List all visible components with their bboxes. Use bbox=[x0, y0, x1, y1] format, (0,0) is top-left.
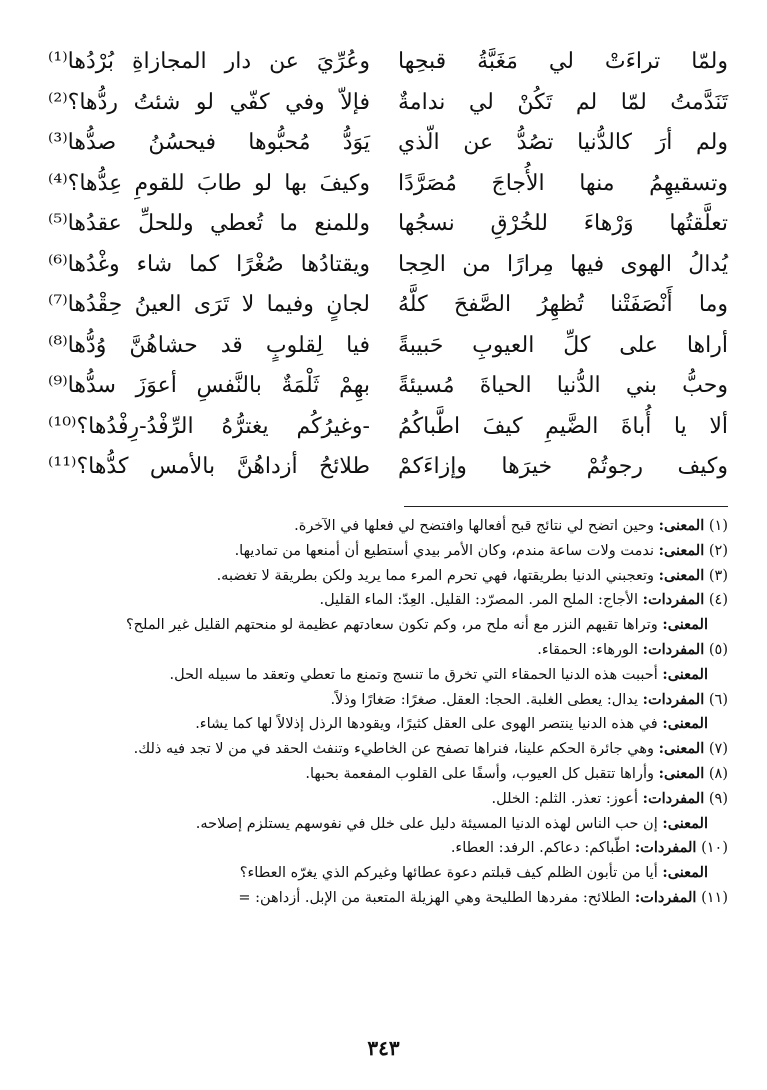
footnote-text: في هذه الدنيا ينتصر الهوى على العقل كثيرًا، ويقودها الرذل إذلالاً لها كما يشاء. bbox=[195, 716, 663, 733]
footnote-text: إن حب الناس لهذه الدنيا المسيئة دليل على خلل في نفوسهم يستلزم إصلاحه. bbox=[195, 815, 663, 832]
footnote bbox=[30, 712, 728, 737]
footnote-text: أيا من تأبون الظلم كيف قبلتم دعوة عطائها وغيركم الذي يغرّه العطاء؟ bbox=[239, 865, 663, 882]
footnote-label: المفردات: bbox=[642, 789, 705, 807]
verse bbox=[48, 447, 728, 488]
footnote bbox=[30, 564, 728, 589]
footnote-number: (١١) bbox=[701, 889, 728, 906]
footnote-text: الورهاء: الحمقاء. bbox=[537, 641, 643, 658]
footnote-number: (٦) bbox=[708, 691, 728, 708]
second-hemistich: وعُرِّيَ عن دار المجازاةِ بُرْدُها⁽¹⁾ bbox=[48, 49, 370, 74]
verse bbox=[48, 42, 728, 83]
footnote-text: وأراها تتقبل كل العيوب، وأسفًا على القلوب المفعمة بحبها. bbox=[305, 765, 659, 782]
footnote-label: المعنى: bbox=[662, 864, 708, 882]
footnote-label: المفردات: bbox=[642, 640, 705, 658]
second-hemistich: بهِمْ ثَلْمَةٌ بالنَّفسِ أعوَزَ سدُّها⁽⁹⁾ bbox=[48, 373, 370, 398]
footnote-label: المفردات: bbox=[642, 690, 705, 708]
footnote-divider bbox=[404, 506, 728, 507]
footnote-label: المعنى: bbox=[662, 665, 708, 683]
footnote-label: المعنى: bbox=[658, 740, 705, 758]
footnote-label: المعنى: bbox=[658, 764, 705, 782]
verse bbox=[48, 245, 728, 286]
footnote-text: أحببت هذه الدنيا الحمقاء التي تخرق ما تنسج وتمنع ما تعطي وتعقد ما سبيله الحل. bbox=[169, 666, 663, 683]
footnote bbox=[30, 688, 728, 713]
footnote-number: (٣) bbox=[708, 567, 728, 584]
footnote bbox=[30, 663, 728, 688]
footnote bbox=[30, 886, 728, 911]
footnote-label: المعنى: bbox=[658, 517, 705, 534]
footnote-number: (٥) bbox=[708, 641, 728, 658]
footnote-label: المعنى: bbox=[658, 566, 705, 584]
footnote-text: الطلائح: مفردها الطليحة وهي الهزيلة المتعبة من الإبل. أزداهن: = bbox=[238, 889, 635, 906]
footnote-text: وتراها تقيهم النزر مع أنه ملح مر، وكم تكون سعادتهم عظيمة لو منحتهم القليل غير الملح؟ bbox=[125, 617, 663, 634]
footnote-label: المعنى: bbox=[662, 814, 708, 832]
footnote bbox=[30, 638, 728, 663]
footnote-label: المفردات: bbox=[634, 839, 697, 857]
footnote-text: اطّباكم: دعاكم. الرفد: العطاء. bbox=[450, 840, 635, 857]
verse bbox=[48, 366, 728, 407]
second-hemistich: فإلاّ وفي كفّي لو شئتُ ردُّها؟⁽²⁾ bbox=[48, 89, 370, 115]
verse bbox=[48, 326, 728, 367]
verse bbox=[48, 285, 728, 326]
footnote-number: (٢) bbox=[708, 542, 728, 559]
second-hemistich: ويقتادُها صُغْرًا كما شاء وغْدُها⁽⁶⁾ bbox=[48, 251, 370, 277]
footnote-label: المعنى: bbox=[662, 616, 708, 634]
footnote-text: الأجاج: الملح المر. المصرّد: القليل. العِدّ: الماء القليل. bbox=[319, 592, 643, 609]
footnote-number: (٩) bbox=[708, 790, 728, 807]
footnote bbox=[30, 787, 728, 812]
poem bbox=[48, 42, 728, 488]
first-hemistich: وما أَنْصَفَتْنا تُظهِرُ الصَّفحَ كلَّهُ bbox=[398, 292, 728, 317]
footnote bbox=[30, 861, 728, 886]
first-hemistich: وحبُّ بني الدُّنيا الحياةَ مُسيئةً bbox=[398, 373, 728, 398]
second-hemistich: وكيفَ بها لو طابَ للقومِ عِدُّها؟⁽⁴⁾ bbox=[48, 170, 370, 196]
footnote-text: وهي جائرة الحكم علينا، فنراها تصفح عن الخاطيء وتنفث الحقد في من لا تجد فيه ذلك. bbox=[133, 741, 659, 758]
first-hemistich: يُدالُ الهوى فيها مِرارًا من الحِجا bbox=[398, 251, 728, 277]
first-hemistich: وتسقيهِمُ منها الأُجاجَ مُصَرَّدًا bbox=[398, 170, 728, 196]
footnote-text: أعوز: تعذر. الثلم: الخلل. bbox=[491, 790, 643, 807]
footnote-label: المفردات: bbox=[642, 591, 705, 609]
footnote-label: المفردات: bbox=[634, 888, 697, 906]
footnote-number: (٧) bbox=[708, 741, 728, 758]
footnote bbox=[30, 514, 728, 539]
first-hemistich: وكيف رجوتُمْ خيرَها وإزاءَكمْ bbox=[398, 454, 728, 479]
footnotes bbox=[30, 514, 728, 911]
footnote bbox=[30, 588, 728, 613]
second-hemistich: يَوَدُّ مُحبُّوها فيحسُنُ صدُّها⁽³⁾ bbox=[48, 130, 370, 155]
page-number: ٣٤٣ bbox=[367, 1036, 400, 1060]
footnote-number: (٨) bbox=[708, 765, 728, 782]
footnote bbox=[30, 812, 728, 837]
footnote-number: (٤) bbox=[708, 592, 728, 609]
footnote-number: (١) bbox=[708, 518, 728, 534]
footnote-label: المعنى: bbox=[658, 541, 705, 559]
footnote bbox=[30, 613, 728, 638]
first-hemistich: ولم أرَ كالدُّنيا تصُدُّ عن الّذي bbox=[398, 130, 728, 155]
verse bbox=[48, 164, 728, 205]
footnote-text: يدال: يعطى الغلبة. الحجا: العقل. صغرًا: صَغارًا وذلاً. bbox=[330, 691, 643, 708]
footnote bbox=[30, 836, 728, 861]
first-hemistich: تَنَدَّمتُ لمّا لم تَكُنْ لي ندامةٌ bbox=[398, 89, 728, 115]
second-hemistich: طلائحُ أزداهُنَّ بالأمس كدُّها؟⁽¹¹⁾ bbox=[48, 454, 370, 479]
footnote-number: (١٠) bbox=[701, 840, 728, 857]
second-hemistich: لجانٍ وفيما لا تَرَى العينُ حِقْدُها⁽⁷⁾ bbox=[48, 292, 370, 317]
footnote-label: المعنى: bbox=[662, 715, 708, 733]
footnote-text: وحين اتضح لي نتائج قبح أفعالها وافتضح لي فعلها في الآخرة. bbox=[294, 518, 659, 534]
second-hemistich: فيا لِقلوبٍ قد حشاهُنَّ وُدُّها⁽⁸⁾ bbox=[48, 332, 370, 358]
second-hemistich: -وغيرُكُم يغترُّهُ الرِّفْدُ-رِفْدُها؟⁽¹⁰⁾ bbox=[48, 413, 370, 439]
second-hemistich: وللمنع ما تُعطي وللحلِّ عقدُها⁽⁵⁾ bbox=[48, 211, 370, 236]
first-hemistich: تعلَّقتُها وَرْهاءَ للخُرْقِ نسجُها bbox=[398, 211, 728, 236]
verse bbox=[48, 123, 728, 164]
first-hemistich: أراها على كلِّ العيوبِ حَبيبةً bbox=[398, 332, 728, 358]
footnote bbox=[30, 539, 728, 564]
verse bbox=[48, 407, 728, 448]
first-hemistich: ولمّا تراءَتْ لي مَغَبَّةُ قبحِها bbox=[398, 49, 728, 74]
first-hemistich: ألا يا أُباةَ الضَّيمِ كيفَ اطَّباكُمُ bbox=[398, 413, 728, 439]
footnote bbox=[30, 762, 728, 787]
footnote-text: وتعجبني الدنيا بطريقتها، فهي تحرم المرء مما يريد ولكن بطريقة لا تغضبه. bbox=[216, 567, 659, 584]
footnote-text: ندمت ولات ساعة مندم، وكان الأمر بيدي أستطيع أن أمنعها من تماديها. bbox=[234, 542, 659, 559]
verse bbox=[48, 204, 728, 245]
footnote bbox=[30, 737, 728, 762]
verse bbox=[48, 83, 728, 124]
